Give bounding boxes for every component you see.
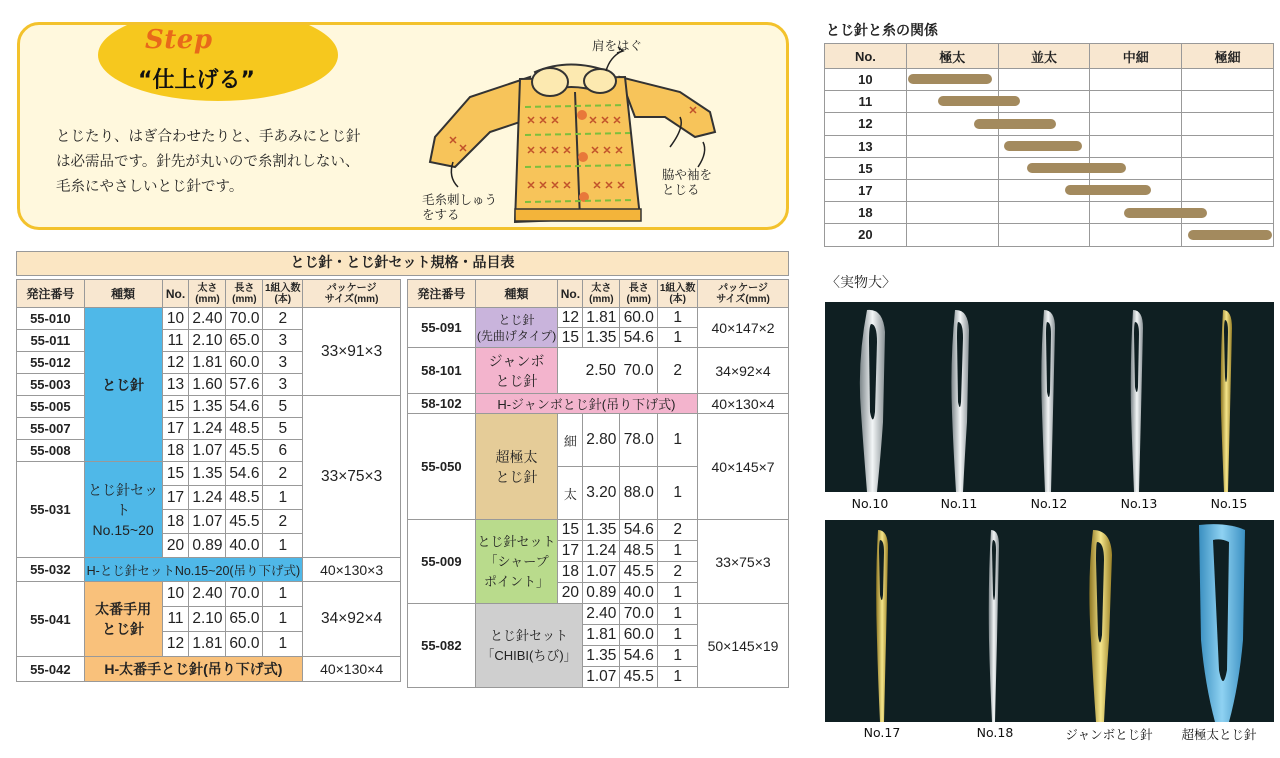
qty-cell: 1: [658, 583, 698, 604]
length-cell: 88.0: [620, 467, 658, 520]
type-cell: H-とじ針セットNo.15~20(吊り下げ式): [84, 558, 303, 582]
length-cell: 48.5: [226, 486, 263, 510]
spec-table-title: とじ針・とじ針セット規格・品目表: [16, 251, 789, 276]
qty-cell: 1: [263, 632, 303, 657]
relation-no: 11: [825, 91, 907, 113]
relation-header-gokuboso: 極細: [1182, 44, 1274, 69]
needle-label: No.13: [1120, 496, 1158, 511]
relation-no: 18: [825, 202, 907, 224]
thickness-cell: 1.35: [189, 462, 226, 486]
qty-cell: 3: [263, 374, 303, 396]
qty-cell: 1: [263, 582, 303, 607]
code-cell: 55-041: [17, 582, 85, 657]
thickness-cell: 1.81: [189, 352, 226, 374]
qty-cell: 1: [658, 414, 698, 467]
thickness-cell: 1.81: [583, 625, 620, 646]
code-cell: 55-010: [17, 308, 85, 330]
thickness-cell: 2.10: [189, 330, 226, 352]
thickness-cell: 2.40: [189, 582, 226, 607]
thickness-cell: 1.35: [583, 646, 620, 667]
length-cell: 54.6: [620, 646, 658, 667]
qty-cell: 6: [263, 440, 303, 462]
qty-cell: 2: [658, 562, 698, 583]
thickness-cell: 0.89: [189, 534, 226, 558]
thickness-cell: 1.60: [189, 374, 226, 396]
thickness-cell: 2.10: [189, 607, 226, 632]
header-code: 発注番号: [17, 280, 85, 308]
type-cell: 超極太 とじ針: [475, 414, 558, 520]
no-cell: 18: [558, 562, 583, 583]
package-cell: 40×145×7: [698, 414, 789, 520]
no-cell: 18: [162, 440, 189, 462]
callout-shoulder: 肩をはぐ: [592, 38, 643, 53]
type-cell: 太番手用 とじ針: [84, 582, 162, 657]
length-cell: 57.6: [226, 374, 263, 396]
spec-table-left: [16, 279, 401, 682]
header-package: パッケージ サイズ(mm): [698, 280, 789, 308]
package-cell: 40×130×4: [303, 657, 401, 682]
qty-cell: 2: [658, 348, 698, 394]
thickness-cell: 0.89: [583, 583, 620, 604]
length-cell: 45.5: [226, 510, 263, 534]
code-cell: 58-101: [408, 348, 476, 394]
no-cell: 11: [162, 330, 189, 352]
length-cell: 40.0: [226, 534, 263, 558]
step-box: [17, 22, 789, 230]
relation-no: 17: [825, 179, 907, 201]
type-cell: とじ針セット No.15~20: [84, 462, 162, 558]
header-no: No.: [162, 280, 189, 308]
length-cell: 45.5: [620, 562, 658, 583]
relation-header-chuboso: 中細: [1090, 44, 1182, 69]
thickness-cell: 1.24: [583, 541, 620, 562]
thickness-cell: 2.50: [558, 348, 620, 394]
length-cell: 60.0: [620, 625, 658, 646]
qty-cell: 1: [658, 604, 698, 625]
type-cell: とじ針セット 「シャープ ポイント」: [475, 520, 558, 604]
no-cell: 12: [558, 308, 583, 328]
length-cell: 70.0: [226, 582, 263, 607]
length-cell: 48.5: [620, 541, 658, 562]
qty-cell: 1: [658, 308, 698, 328]
thickness-cell: 1.35: [583, 520, 620, 541]
no-cell: 20: [162, 534, 189, 558]
no-cell: 15: [558, 328, 583, 348]
step-description: とじたり、はぎ合わせたりと、手あみにとじ針 は必需品です。針先が丸いので糸割れしない、 毛糸にやさしいとじ針です。: [56, 129, 361, 195]
relation-no: 10: [825, 69, 907, 91]
needle-label: No.10: [851, 496, 889, 511]
qty-cell: 1: [658, 467, 698, 520]
package-cell: 34×92×4: [303, 582, 401, 657]
length-cell: 40.0: [620, 583, 658, 604]
qty-cell: 1: [658, 667, 698, 688]
length-cell: 54.6: [620, 328, 658, 348]
qty-cell: 2: [658, 520, 698, 541]
no-cell: 17: [162, 418, 189, 440]
code-cell: 55-005: [17, 396, 85, 418]
qty-cell: 2: [263, 510, 303, 534]
callout-embroidery: 毛糸刺しゅう をする: [422, 192, 498, 222]
thickness-cell: 1.07: [189, 510, 226, 534]
length-cell: 45.5: [226, 440, 263, 462]
thickness-cell: 1.81: [583, 308, 620, 328]
length-cell: 60.0: [620, 308, 658, 328]
package-cell: 40×130×3: [303, 558, 401, 582]
header-quantity: 1組入数 (本): [263, 280, 303, 308]
no-cell: 15: [162, 396, 189, 418]
length-cell: 48.5: [226, 418, 263, 440]
needle-label: No.18: [976, 725, 1014, 740]
qty-cell: 1: [263, 534, 303, 558]
length-cell: 54.6: [226, 396, 263, 418]
thickness-cell: 2.80: [583, 414, 620, 467]
spec-table-right: [407, 279, 789, 688]
relation-no: 13: [825, 135, 907, 157]
header-type: 種類: [475, 280, 558, 308]
header-thickness: 太さ (mm): [583, 280, 620, 308]
no-cell: 12: [162, 632, 189, 657]
needle-label: No.12: [1030, 496, 1068, 511]
length-cell: 70.0: [620, 604, 658, 625]
type-cell: ジャンボ とじ針: [475, 348, 558, 394]
length-cell: 54.6: [226, 462, 263, 486]
needle-photo-top: [825, 302, 1274, 492]
header-no: No.: [558, 280, 583, 308]
qty-cell: 2: [263, 308, 303, 330]
no-cell: 18: [162, 510, 189, 534]
type-cell: H-ジャンボとじ針(吊り下げ式): [475, 394, 697, 414]
code-cell: 58-102: [408, 394, 476, 414]
code-cell: 55-091: [408, 308, 476, 348]
code-cell: 55-009: [408, 520, 476, 604]
code-cell: 55-012: [17, 352, 85, 374]
code-cell: 55-032: [17, 558, 85, 582]
qty-cell: 1: [658, 541, 698, 562]
length-cell: 78.0: [620, 414, 658, 467]
thickness-cell: 1.07: [583, 667, 620, 688]
package-cell: 33×75×3: [698, 520, 789, 604]
needle-label: ジャンボとじ針: [1065, 727, 1153, 742]
qty-cell: 5: [263, 396, 303, 418]
relation-header-namibuto: 並太: [998, 44, 1090, 69]
length-cell: 65.0: [226, 607, 263, 632]
code-cell: 55-011: [17, 330, 85, 352]
qty-cell: 2: [263, 462, 303, 486]
thickness-cell: 3.20: [583, 467, 620, 520]
length-cell: 54.6: [620, 520, 658, 541]
type-cell: H-太番手とじ針(吊り下げ式): [84, 657, 303, 682]
thickness-cell: 1.07: [583, 562, 620, 583]
package-cell: 40×147×2: [698, 308, 789, 348]
thickness-cell: 1.81: [189, 632, 226, 657]
type-cell: とじ針セット 「CHIBI(ちび)」: [475, 604, 583, 688]
step-label: Step: [145, 25, 213, 55]
no-cell: 11: [162, 607, 189, 632]
code-cell: 55-050: [408, 414, 476, 520]
qty-cell: 1: [658, 625, 698, 646]
relation-header-no: No.: [825, 44, 907, 69]
qty-cell: 3: [263, 330, 303, 352]
callout-side: 脇や袖を とじる: [662, 167, 713, 197]
thickness-cell: 1.24: [189, 418, 226, 440]
needle-photo-bottom: [825, 520, 1274, 722]
thickness-cell: 1.35: [583, 328, 620, 348]
qty-cell: 1: [263, 607, 303, 632]
relation-no: 15: [825, 157, 907, 179]
header-length: 長さ (mm): [620, 280, 658, 308]
length-cell: 60.0: [226, 352, 263, 374]
relation-no: 20: [825, 224, 907, 246]
header-thickness: 太さ (mm): [189, 280, 226, 308]
thickness-cell: 2.40: [189, 308, 226, 330]
no-cell: 15: [558, 520, 583, 541]
thickness-cell: 1.24: [189, 486, 226, 510]
header-package: パッケージ サイズ(mm): [303, 280, 401, 308]
qty-cell: 1: [263, 486, 303, 510]
code-cell: 55-008: [17, 440, 85, 462]
needle-label: No.17: [863, 725, 901, 740]
length-cell: 65.0: [226, 330, 263, 352]
no-cell: 細: [558, 414, 583, 467]
package-cell: 34×92×4: [698, 348, 789, 394]
no-cell: 10: [162, 582, 189, 607]
length-cell: 70.0: [226, 308, 263, 330]
package-cell: 33×91×3: [303, 308, 401, 396]
needle-label: No.15: [1210, 496, 1248, 511]
length-cell: 70.0: [620, 348, 658, 394]
relation-title: とじ針と糸の関係: [826, 23, 938, 39]
type-cell: とじ針: [84, 308, 162, 462]
no-cell: 15: [162, 462, 189, 486]
no-cell: 20: [558, 583, 583, 604]
qty-cell: 1: [658, 328, 698, 348]
code-cell: 55-031: [17, 462, 85, 558]
package-cell: 33×75×3: [303, 396, 401, 558]
relation-header-gokubuto: 極太: [906, 44, 998, 69]
package-cell: 40×130×4: [698, 394, 789, 414]
header-length: 長さ (mm): [226, 280, 263, 308]
step-title: “仕上げる”: [138, 68, 255, 93]
no-cell: 17: [162, 486, 189, 510]
code-cell: 55-082: [408, 604, 476, 688]
needle-label: 超極太とじ針: [1181, 727, 1257, 742]
thickness-cell: 2.40: [583, 604, 620, 625]
relation-no: 12: [825, 113, 907, 135]
qty-cell: 3: [263, 352, 303, 374]
needle-label: No.11: [940, 496, 978, 511]
no-cell: 17: [558, 541, 583, 562]
code-cell: 55-042: [17, 657, 85, 682]
no-cell: 10: [162, 308, 189, 330]
no-cell: 13: [162, 374, 189, 396]
code-cell: 55-007: [17, 418, 85, 440]
length-cell: 60.0: [226, 632, 263, 657]
no-cell: 太: [558, 467, 583, 520]
relation-table: [824, 43, 1274, 247]
header-quantity: 1組入数 (本): [658, 280, 698, 308]
length-cell: 45.5: [620, 667, 658, 688]
no-cell: 12: [162, 352, 189, 374]
type-cell: とじ針 (先曲げタイプ): [475, 308, 558, 348]
header-code: 発注番号: [408, 280, 476, 308]
thickness-cell: 1.07: [189, 440, 226, 462]
package-cell: 50×145×19: [698, 604, 789, 688]
code-cell: 55-003: [17, 374, 85, 396]
actual-size-title: 〈実物大〉: [826, 275, 896, 291]
qty-cell: 5: [263, 418, 303, 440]
qty-cell: 1: [658, 646, 698, 667]
thickness-cell: 1.35: [189, 396, 226, 418]
header-type: 種類: [84, 280, 162, 308]
